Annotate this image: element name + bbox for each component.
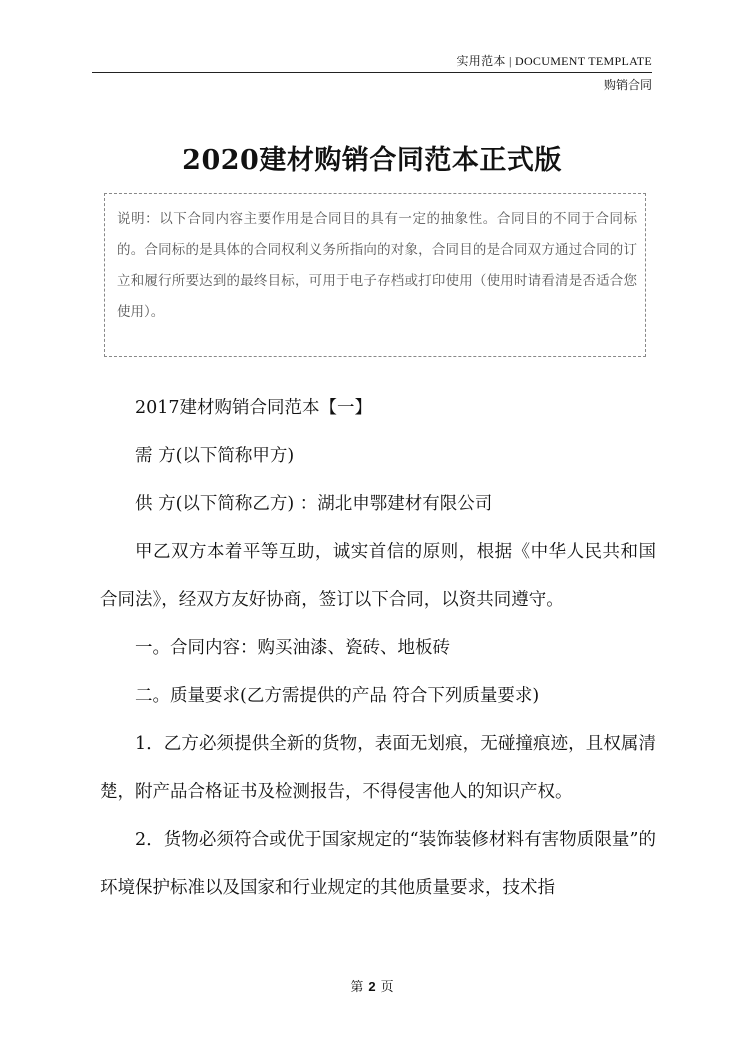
- header-divider: [92, 72, 652, 73]
- paragraph-clause-2: 2．货物必须符合或优于国家规定的“装饰装修材料有害物质限量”的环境保护标准以及国家和行业规定的其他质量要求，技术指: [100, 830, 656, 898]
- page-number: 2: [368, 979, 376, 994]
- page-footer: [0, 976, 744, 995]
- footer-prefix: 第: [350, 980, 364, 995]
- paragraph-preamble: 甲乙双方本着平等互助，诚实首信的原则，根据《中华人民共和国合同法》，经双方友好协商，签订以下合同，以资共同遵守。: [100, 542, 656, 610]
- footer-suffix: 页: [380, 980, 394, 995]
- header-document-type: 购销合同: [603, 78, 652, 92]
- document-title: 2020建材购销合同范本正式版: [182, 145, 562, 176]
- paragraph-clause-1: 1．乙方必须提供全新的货物，表面无划痕，无碰撞痕迹，且权属清楚，附产品合格证书及检测报告，不得侵害他人的知识产权。: [100, 734, 656, 802]
- header-template-label: 实用范本 | DOCUMENT TEMPLATE: [456, 54, 652, 68]
- paragraph-contract-content: 一。合同内容：购买油漆、瓷砖、地板砖: [135, 638, 450, 658]
- note-box: [104, 193, 646, 357]
- paragraph-supplier: 供 方(以下简称乙方) ：湖北申鄂建材有限公司: [135, 494, 493, 514]
- paragraph-quality-heading: 二。质量要求(乙方需提供的产品 符合下列质量要求): [135, 686, 540, 706]
- paragraph-contract-heading: 2017建材购销合同范本【一】: [135, 398, 373, 418]
- paragraph-buyer: 需 方(以下简称甲方): [135, 446, 295, 466]
- document-body: [100, 384, 656, 912]
- note-text: 说明：以下合同内容主要作用是合同目的具有一定的抽象性。合同目的不同于合同标的。合同标的是具体的合同权利义务所指向的对象，合同目的是合同双方通过合同的订立和履行所要达到的最终目标，可用于电子存档或打印使用（使用时请看清是否适合您使用）。: [117, 211, 637, 320]
